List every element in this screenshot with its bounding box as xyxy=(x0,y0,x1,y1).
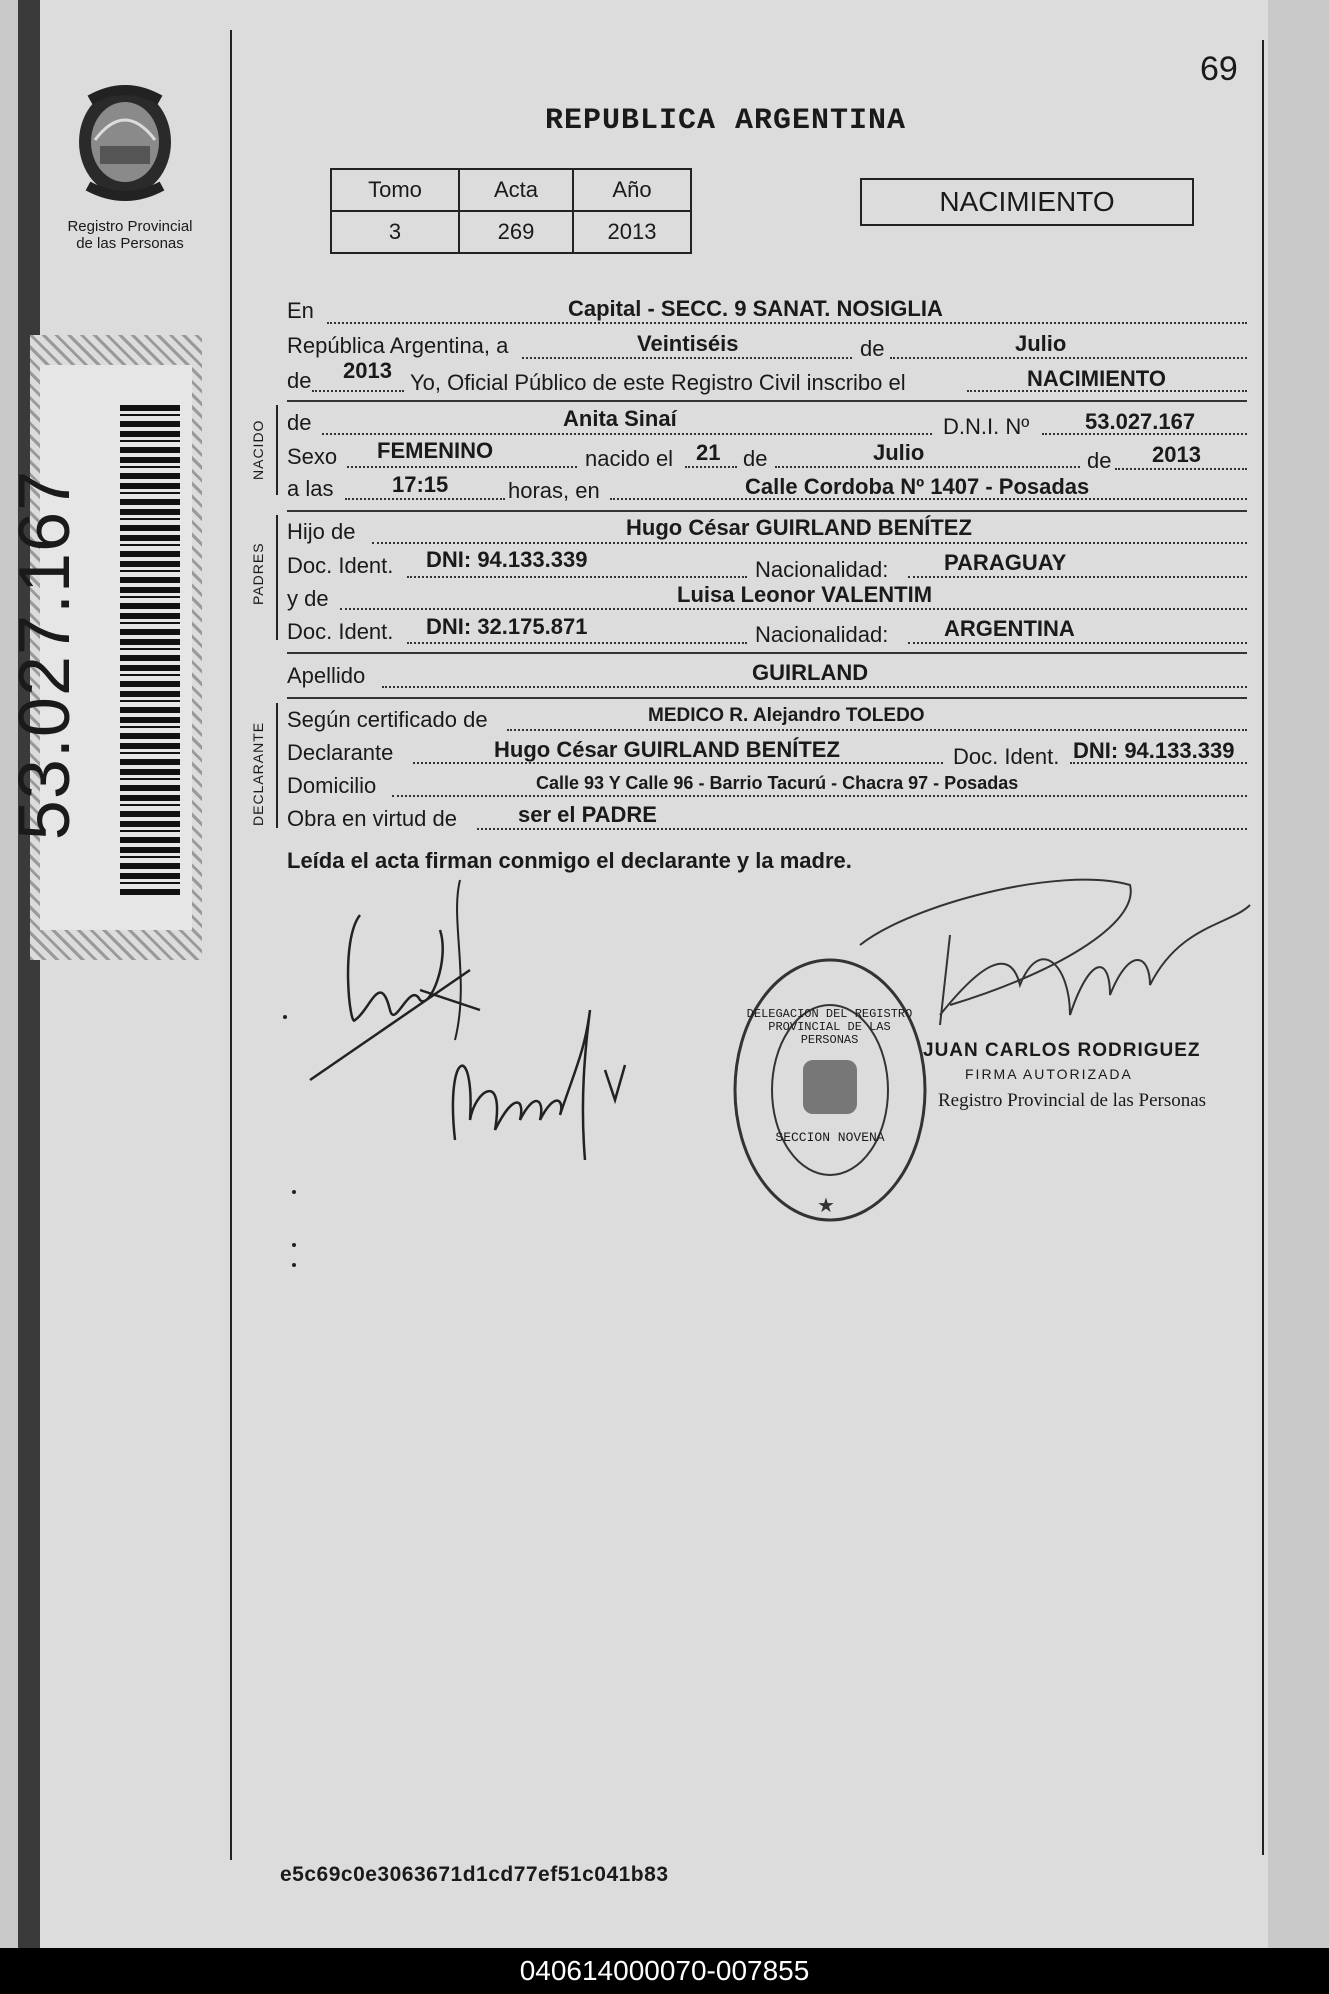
label-republica: República Argentina, a xyxy=(287,333,509,358)
value-padre-nac: PARAGUAY xyxy=(944,550,1067,575)
page-left-edge xyxy=(18,0,40,1948)
dots-madre xyxy=(340,608,1247,610)
dots-anio-nac xyxy=(1115,468,1247,470)
label-obra-en-virtud: Obra en virtud de xyxy=(287,806,457,831)
label-y-de: y de xyxy=(287,586,329,611)
label-doc-ident-2: Doc. Ident. xyxy=(287,619,394,644)
value-dia-texto: Veintiséis xyxy=(637,331,739,356)
dots-padre xyxy=(372,542,1247,544)
value-declarante: Hugo César GUIRLAND BENÍTEZ xyxy=(494,737,840,762)
dots-anio xyxy=(312,390,404,392)
barcode-icon xyxy=(120,405,180,895)
left-margin-line xyxy=(230,30,232,1860)
label-de-1: de xyxy=(860,336,885,361)
label-de-5: de xyxy=(1087,448,1112,473)
section-line-nacido xyxy=(276,405,278,495)
dots-mes-nac xyxy=(775,466,1080,468)
official-name: JUAN CARLOS RODRIGUEZ xyxy=(923,1040,1201,1061)
register-table xyxy=(330,168,692,254)
dots-hora xyxy=(345,498,505,500)
country-title: REPUBLICA ARGENTINA xyxy=(545,104,907,138)
label-doc-ident-1: Doc. Ident. xyxy=(287,553,394,578)
register-header-anio: Año xyxy=(573,169,691,211)
label-de-2: de xyxy=(287,368,312,393)
label-hijo-de: Hijo de xyxy=(287,519,356,544)
label-horas-en: horas, en xyxy=(508,478,600,503)
separator-3 xyxy=(287,652,1247,654)
value-padre: Hugo César GUIRLAND BENÍTEZ xyxy=(626,515,972,540)
register-header-tomo: Tomo xyxy=(331,169,459,211)
registry-seal-icon xyxy=(725,950,935,1230)
barcode-inner xyxy=(5,365,192,930)
dots-dia xyxy=(522,357,852,359)
dots-obra xyxy=(477,828,1247,830)
dots-sexo xyxy=(347,466,577,468)
barcode-card xyxy=(5,335,202,960)
label-domicilio: Domicilio xyxy=(287,773,377,798)
separator-1 xyxy=(287,400,1247,402)
value-madre-nac: ARGENTINA xyxy=(944,616,1075,641)
dots-mes xyxy=(890,357,1247,359)
label-apellido: Apellido xyxy=(287,663,366,688)
register-header-acta: Acta xyxy=(459,169,573,211)
value-lugar: Capital - SECC. 9 SANAT. NOSIGLIA xyxy=(568,296,943,321)
footer-code: 040614000070-007855 xyxy=(0,1948,1329,1994)
value-domicilio: Calle 93 Y Calle 96 - Barrio Tacurú - Chacra 97 - Posadas xyxy=(536,773,1019,793)
svg-text:★: ★ xyxy=(817,1195,835,1217)
register-value-acta: 269 xyxy=(459,211,573,253)
section-label-nacido: NACIDO xyxy=(250,419,266,480)
record-type-box: NACIMIENTO xyxy=(860,178,1194,226)
dots-en xyxy=(327,322,1247,324)
separator-4 xyxy=(287,697,1247,699)
section-line-declarante xyxy=(276,703,278,828)
label-en: En xyxy=(287,298,314,323)
document-hash: e5c69c0e3063671d1cd77ef51c041b83 xyxy=(280,1863,669,1886)
logo-caption xyxy=(50,218,210,252)
madre-signature-icon xyxy=(445,1010,665,1210)
value-declarante-doc: DNI: 94.133.339 xyxy=(1073,738,1235,763)
section-label-padres: PADRES xyxy=(250,542,266,605)
value-mes: Julio xyxy=(1015,331,1067,356)
register-value-anio: 2013 xyxy=(573,211,691,253)
margin-dot-4 xyxy=(292,1263,296,1267)
label-nacionalidad-1: Nacionalidad: xyxy=(755,557,889,582)
separator-2 xyxy=(287,510,1247,512)
barcode-dni-text: 53.027.167 xyxy=(5,469,85,841)
label-nacionalidad-2: Nacionalidad: xyxy=(755,622,889,647)
label-de-4: de xyxy=(743,446,768,471)
value-dia-nac: 21 xyxy=(696,440,721,465)
dots-nombre xyxy=(322,433,932,435)
value-obra: ser el PADRE xyxy=(518,802,657,827)
official-office: Registro Provincial de las Personas xyxy=(938,1090,1207,1111)
value-anio-nac: 2013 xyxy=(1152,442,1201,467)
dots-madre-nac xyxy=(908,642,1247,644)
margin-dot-3 xyxy=(292,1243,296,1247)
value-mes-nac: Julio xyxy=(873,440,925,465)
label-yo-oficial: Yo, Oficial Público de este Registro Civil inscribo el xyxy=(410,370,906,395)
seal-inner-text: SECCION NOVENA xyxy=(775,1130,885,1145)
value-certificado: MEDICO R. Alejandro TOLEDO xyxy=(648,705,925,726)
label-de-3: de xyxy=(287,410,312,435)
dots-padre-doc xyxy=(407,576,747,578)
margin-dot-2 xyxy=(292,1190,296,1194)
label-doc-ident-3: Doc. Ident. xyxy=(953,744,1060,769)
value-madre: Luisa Leonor VALENTIM xyxy=(677,582,933,607)
dots-padre-nac xyxy=(908,576,1247,578)
value-lugar-nac: Calle Cordoba Nº 1407 - Posadas xyxy=(745,474,1090,499)
value-apellido: GUIRLAND xyxy=(752,660,869,685)
value-madre-doc: DNI: 32.175.871 xyxy=(426,614,588,639)
official-role: FIRMA AUTORIZADA xyxy=(965,1066,1133,1082)
margin-dot-1 xyxy=(283,1015,287,1019)
value-hora: 17:15 xyxy=(392,472,449,497)
dots-apellido xyxy=(382,686,1247,688)
dots-dia-nac xyxy=(685,466,737,468)
value-nombre: Anita Sinaí xyxy=(563,406,677,431)
label-nacido-el: nacido el xyxy=(585,446,674,471)
register-value-tomo: 3 xyxy=(331,211,459,253)
closing-statement: Leída el acta firman conmigo el declarante y la madre. xyxy=(287,848,852,873)
value-dni: 53.027.167 xyxy=(1085,409,1196,434)
dots-domicilio xyxy=(392,795,1247,797)
label-sexo: Sexo xyxy=(287,444,338,469)
label-dni-no: D.N.I. Nº xyxy=(943,414,1030,439)
value-tipo: NACIMIENTO xyxy=(1027,366,1166,391)
value-sexo: FEMENINO xyxy=(377,438,494,463)
label-a-las: a las xyxy=(287,476,334,501)
dots-madre-doc xyxy=(407,642,747,644)
logo-caption-line1: Registro Provincial xyxy=(67,218,193,235)
label-declarante: Declarante xyxy=(287,740,394,765)
seal-ring-text: DELEGACION DEL REGISTRO PROVINCIAL DE LAS PERSONAS xyxy=(746,1007,913,1047)
label-segun-certificado: Según certificado de xyxy=(287,707,488,732)
page-number: 69 xyxy=(1200,50,1238,88)
province-emblem-icon xyxy=(70,80,180,210)
value-anio: 2013 xyxy=(343,358,392,383)
section-line-padres xyxy=(276,515,278,640)
value-padre-doc: DNI: 94.133.339 xyxy=(426,547,588,572)
logo-caption-line2: de las Personas xyxy=(76,235,184,252)
dots-certificado xyxy=(507,729,1247,731)
section-label-declarante: DECLARANTE xyxy=(250,721,266,826)
